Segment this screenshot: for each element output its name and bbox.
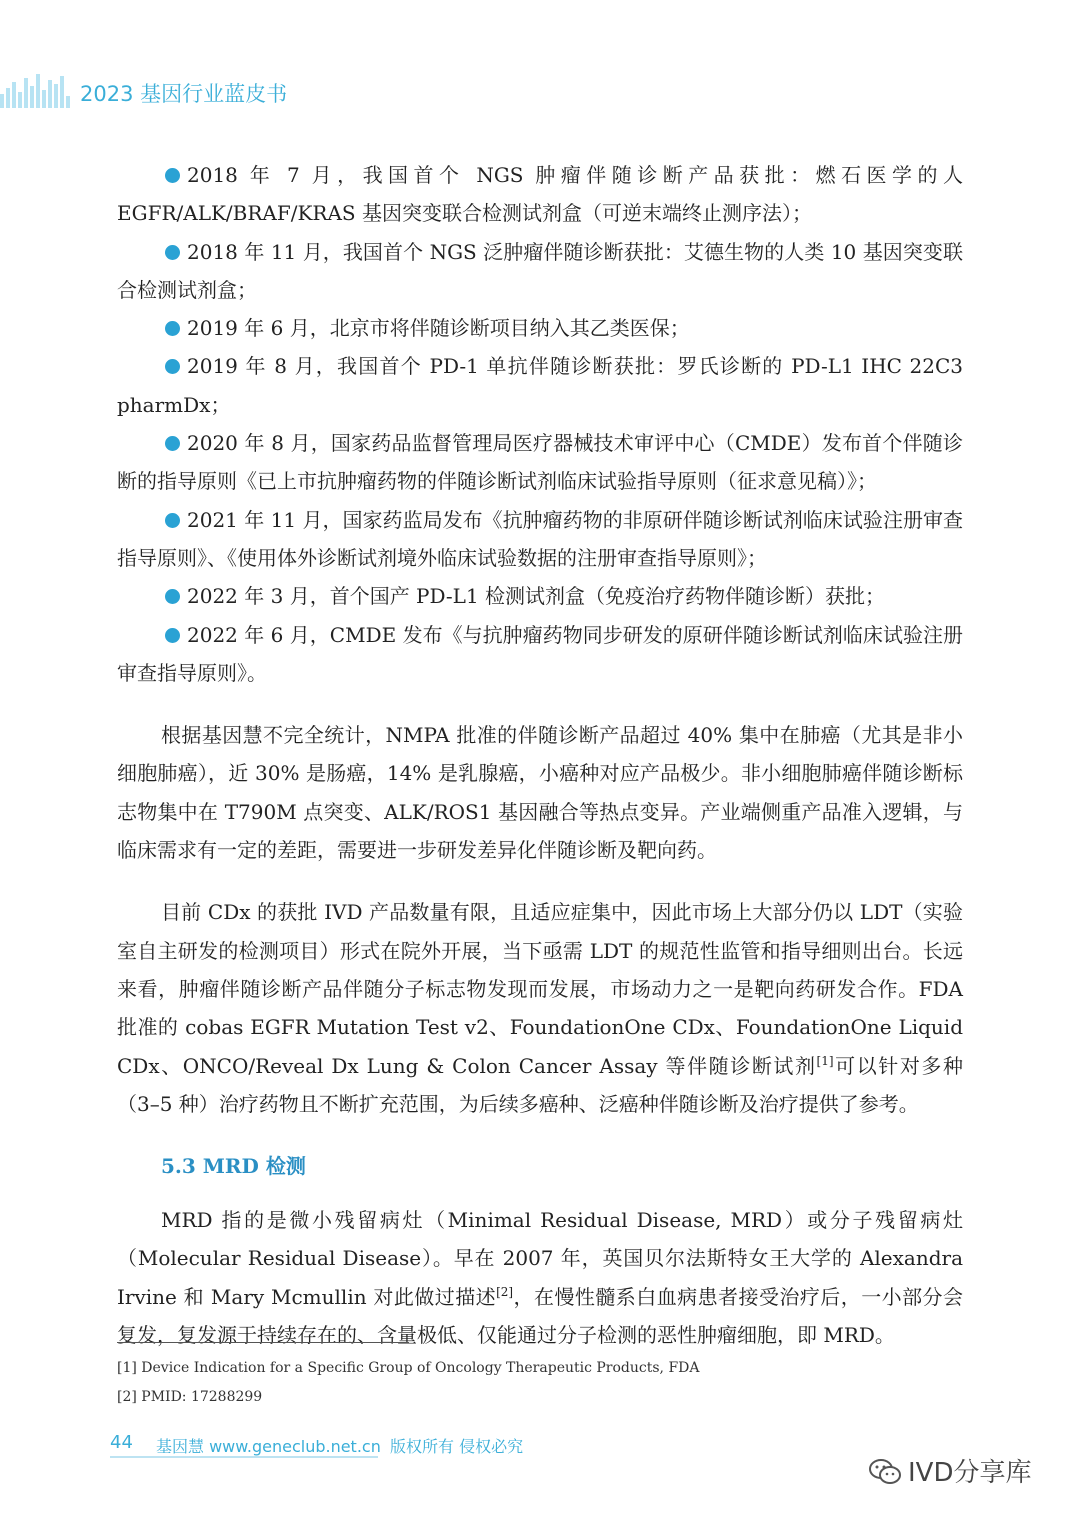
paragraph-cdx-statistics: 根据基因慧不完全统计，NMPA 批准的伴随诊断产品超过 40% 集中在肺癌（尤其是非小细胞肺癌），近 30% 是肠癌，14% 是乳腺癌，小癌种对应产品极少。非小细胞肺癌伴随诊断标志物集中在 T790M 点突变、ALK/ROS1 基因融合等热点变异。产业端侧重产品准入逻辑，与临床需求有一定的差距，需要进一步研发差异化伴随诊断及靶向药。 — [117, 723, 963, 863]
footnotes — [117, 1354, 963, 1412]
list-item: 2022 年 6 月，CMDE 发布《与抗肿瘤药物同步研发的原研伴随诊断试剂临床试验注册审查指导原则》。 — [117, 622, 963, 685]
bullet-icon — [165, 628, 180, 643]
footer-copyright: 版权所有 侵权必究 — [390, 1437, 524, 1456]
list-item: 2022 年 3 月，首个国产 PD-L1 检测试剂盒（免疫治疗药物伴随诊断）获批； — [117, 577, 963, 615]
footnote-item: [2] PMID: 17288299 — [117, 1389, 263, 1405]
watermark-text: IVD分享库 — [908, 1458, 1032, 1488]
footnote-divider — [117, 1342, 409, 1343]
list-item: 2020 年 8 月，国家药品监督管理局医疗器械技术审评中心（CMDE）发布首个伴随诊断的指导原则《已上市抗肿瘤药物的伴随诊断试剂临床试验指导原则（征求意见稿）》； — [117, 431, 963, 494]
bullet-icon — [165, 245, 180, 260]
footnote-ref[interactable]: [1] — [816, 1053, 834, 1068]
header-title: 2023 基因行业蓝皮书 — [80, 82, 288, 106]
footnote-item: [1] Device Indication for a Specific Group of Oncology Therapeutic Products, FDA — [117, 1360, 700, 1376]
footer-divider — [110, 1456, 378, 1458]
bullet-icon — [165, 321, 180, 336]
bullet-icon — [165, 589, 180, 604]
list-item: 2018 年 7 月，我国首个 NGS 肿瘤伴随诊断产品获批：燃石医学的人 EGFR/ALK/BRAF/KRAS 基因突变联合检测试剂盒（可逆末端终止测序法）； — [117, 163, 963, 226]
bullet-icon — [165, 359, 180, 374]
list-item: 2019 年 8 月，我国首个 PD-1 单抗伴随诊断获批：罗氏诊断的 PD-L1 IHC 22C3 pharmDx； — [117, 354, 963, 417]
watermark — [868, 1452, 1031, 1494]
page-number: 44 — [110, 1432, 133, 1453]
bullet-icon — [165, 168, 180, 183]
bullet-icon — [165, 436, 180, 451]
page-footer — [110, 1430, 810, 1460]
paragraph-cdx-market: 目前 CDx 的获批 IVD 产品数量有限，且适应症集中，因此市场上大部分仍以 LDT（实验室自主研发的检测项目）形式在院外开展，当下亟需 LDT 的规范性监管和指导细则出台。长远来看，肿瘤伴随诊断产品伴随分子标志物发现而发展，市场动力之一是靶向药研发合作。FDA 批准的 cobas EGFR Mutation Test v2、FoundationOne CDx、FoundationOne Liquid CDx、ONCO/Reveal Dx Lung & Colon Cancer Assay 等伴随诊断试剂[1]可以针对多种（3–5 种）治疗药物且不断扩充范围，为后续多癌种、泛癌种伴随诊断及治疗提供了参考。 — [117, 900, 964, 1116]
header-bars-decoration — [0, 74, 70, 108]
list-item: 2019 年 6 月，北京市将伴随诊断项目纳入其乙类医保； — [117, 309, 963, 347]
paragraph-mrd-definition: MRD 指的是微小残留病灶（Minimal Residual Disease, MRD）或分子残留病灶（Molecular Residual Disease）。早在 2007 年，英国贝尔法斯特女王大学的 Alexandra Irvine 和 Mary Mcmullin 对此做过描述[2]，在慢性髓系白血病患者接受治疗后，一小部分会复发，复发源于持续存在的、含量极低、仅能通过分子检测的恶性肿瘤细胞，即 MRD。 — [117, 1208, 963, 1348]
list-item: 2021 年 11 月，国家药监局发布《抗肿瘤药物的非原研伴随诊断试剂临床试验注册审查指导原则》、《使用体外诊断试剂境外临床试验数据的注册审查指导原则》； — [117, 507, 963, 570]
footnote-ref[interactable]: [2] — [496, 1284, 514, 1299]
page-header — [0, 74, 600, 110]
section-heading: 5.3 MRD 检测 — [161, 1154, 306, 1179]
footer-site-link[interactable]: 基因慧 www.geneclub.net.cn — [156, 1437, 381, 1456]
bullet-icon — [165, 513, 180, 528]
wechat-icon — [868, 1457, 902, 1494]
milestone-list — [117, 156, 963, 692]
main-content — [117, 156, 963, 1354]
list-item: 2018 年 11 月，我国首个 NGS 泛肿瘤伴随诊断获批：艾德生物的人类 10 基因突变联合检测试剂盒； — [117, 239, 963, 302]
